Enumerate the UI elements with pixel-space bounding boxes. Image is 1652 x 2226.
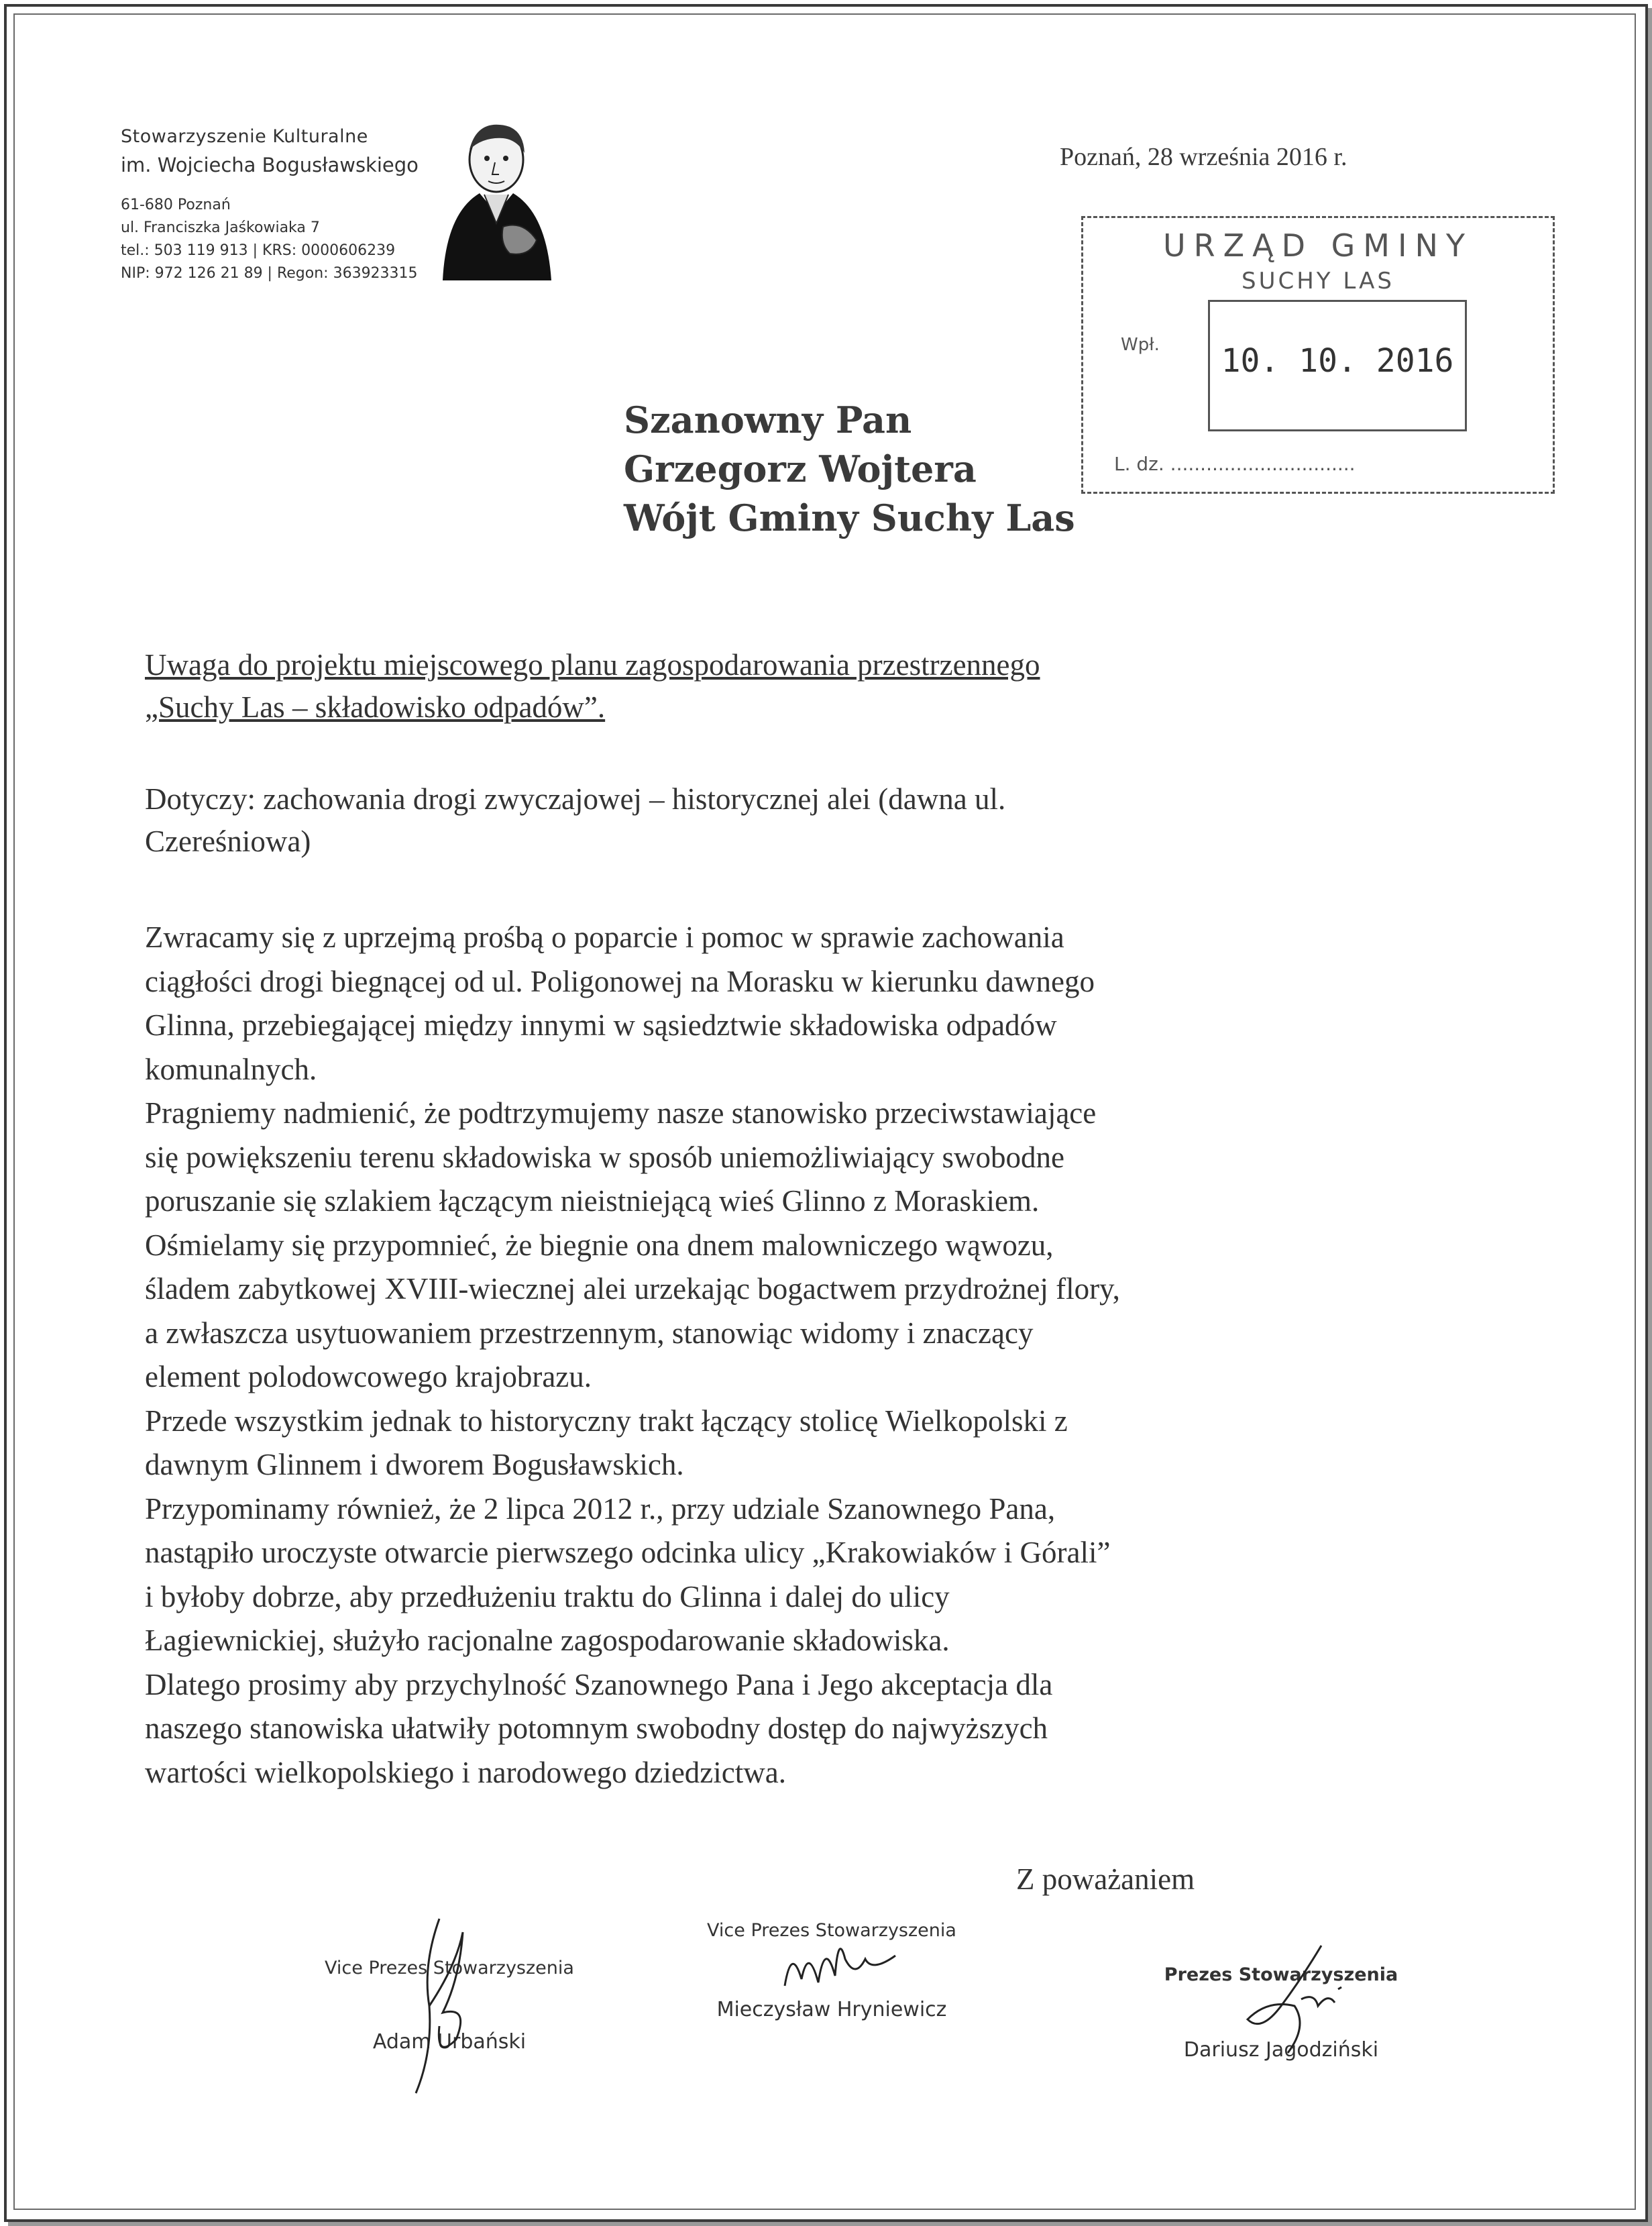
signature-block-3: [1140, 1946, 1422, 2100]
closing-salutation: Z poważaniem: [1016, 1862, 1195, 1896]
body-line: ciągłości drogi biegnącej od ul. Poligonowej na Morasku w kierunku dawnego: [145, 964, 1095, 998]
body-line: a zwłaszcza usytuowaniem przestrzennym, stanowiąc widomy i znaczący: [145, 1316, 1034, 1350]
body-line: się powiększeniu terenu składowiska w sposób uniemożliwiający swobodne: [145, 1140, 1064, 1174]
addressee-title: Wójt Gminy Suchy Las: [624, 496, 1075, 539]
handwritten-signature-2-icon: [771, 1919, 905, 2006]
concerns-line-1: Dotyczy: zachowania drogi zwyczajowej – historycznej alei (dawna ul.: [145, 782, 1006, 816]
signature-block-1: [295, 1946, 604, 2120]
subject-line-1: Uwaga do projektu miejscowego planu zagospodarowania przestrzennego: [145, 648, 1040, 682]
body-line: element polodowcowego krajobrazu.: [145, 1360, 592, 1393]
letter-concerns: [145, 778, 1005, 863]
handwritten-signature-3-icon: [1207, 1925, 1368, 2080]
portrait-logo-icon: [429, 113, 557, 280]
signature-2-role: Vice Prezes Stowarzyszenia: [707, 1920, 956, 1941]
addressee-name: Grzegorz Wojtera: [624, 447, 977, 490]
body-line: wartości wielkopolskiego i narodowego dziedzictwa.: [145, 1755, 786, 1789]
org-name-line2: im. Wojciecha Bogusławskiego: [121, 154, 419, 176]
letter-body: [145, 916, 1120, 1795]
stamp-received-date: 10. 10. 2016: [1221, 342, 1454, 380]
letter-subject: [145, 644, 1040, 729]
org-address-city: 61-680 Poznań: [121, 197, 231, 213]
body-line: Przypominamy również, że 2 lipca 2012 r., przy udziale Szanownego Pana,: [145, 1491, 1056, 1526]
addressee-block: [624, 396, 1075, 543]
body-line: śladem zabytkowej XVIII-wiecznej alei urzekając bogactwem przydrożnej flory,: [145, 1272, 1120, 1306]
body-line: Przede wszystkim jednak to historyczny trakt łączący stolicę Wielkopolski z: [145, 1403, 1068, 1438]
body-line: nastąpiło uroczyste otwarcie pierwszego odcinka ulicy „Krakowiaków i Górali”: [145, 1536, 1111, 1569]
stamp-municipality: SUCHY LAS: [1242, 268, 1394, 295]
handwritten-signature-1-icon: [376, 1905, 510, 2107]
signature-3-name: Dariusz Jagodziński: [1183, 2038, 1379, 2062]
body-line: Dlatego prosimy aby przychylność Szanownego Pana i Jego akceptacja dla: [145, 1667, 1053, 1701]
stamp-office: URZĄD GMINY: [1162, 227, 1474, 264]
concerns-line-2: Czereśniowa): [145, 825, 311, 858]
body-line: Pragniemy nadmienić, że podtrzymujemy nasze stanowisko przeciwstawiające: [145, 1096, 1097, 1130]
signature-1-name: Adam Urbański: [372, 2030, 527, 2054]
org-name-line1: Stowarzyszenie Kulturalne: [121, 126, 368, 147]
body-line: Ośmielamy się przypomnieć, że biegnie ona dnem malowniczego wąwozu,: [145, 1228, 1054, 1262]
body-line: Łagiewnickiej, służyło racjonalne zagospodarowanie składowiska.: [145, 1624, 950, 1657]
stamp-date-box: [1208, 300, 1467, 431]
subject-line-2: „Suchy Las – składowisko odpadów”.: [145, 690, 606, 724]
org-address: [121, 194, 419, 285]
received-stamp: [1081, 216, 1555, 494]
body-line: poruszanie się szlakiem łączącym nieistniejącą wieś Glinno z Moraskiem.: [145, 1184, 1040, 1218]
org-contact-nip: NIP: 972 126 21 89 | Regon: 363923315: [121, 265, 418, 282]
signature-block-2: [684, 1905, 979, 2039]
body-line: naszego stanowiska ułatwiły potomnym swobodny dostęp do najwyższych: [145, 1711, 1048, 1745]
signature-2-name: Mieczysław Hryniewicz: [716, 1998, 947, 2021]
stamp-registry-number: L. dz. ...............................: [1114, 453, 1356, 475]
org-contact-phone: tel.: 503 119 913 | KRS: 0000606239: [121, 242, 396, 259]
org-address-street: ul. Franciszka Jaśkowiaka 7: [121, 219, 320, 236]
body-line: dawnym Glinnem i dworem Bogusławskich.: [145, 1448, 684, 1481]
body-line: i byłoby dobrze, aby przedłużeniu traktu do Glinna i dalej do ulicy: [145, 1579, 950, 1613]
stamp-received-label: Wpł.: [1121, 335, 1160, 355]
signature-1-role: Vice Prezes Stowarzyszenia: [325, 1958, 574, 1978]
body-line: komunalnych.: [145, 1052, 317, 1086]
organization-letterhead: [121, 126, 419, 285]
body-line: Glinna, przebiegającej między innymi w sąsiedztwie składowiska odpadów: [145, 1008, 1057, 1042]
letter-date: Poznań, 28 września 2016 r.: [1060, 143, 1347, 171]
signature-3-role: Prezes Stowarzyszenia: [1164, 1964, 1398, 1985]
addressee-salutation: Szanowny Pan: [624, 399, 912, 441]
body-line: Zwracamy się z uprzejmą prośbą o poparcie i pomoc w sprawie zachowania: [145, 920, 1064, 954]
